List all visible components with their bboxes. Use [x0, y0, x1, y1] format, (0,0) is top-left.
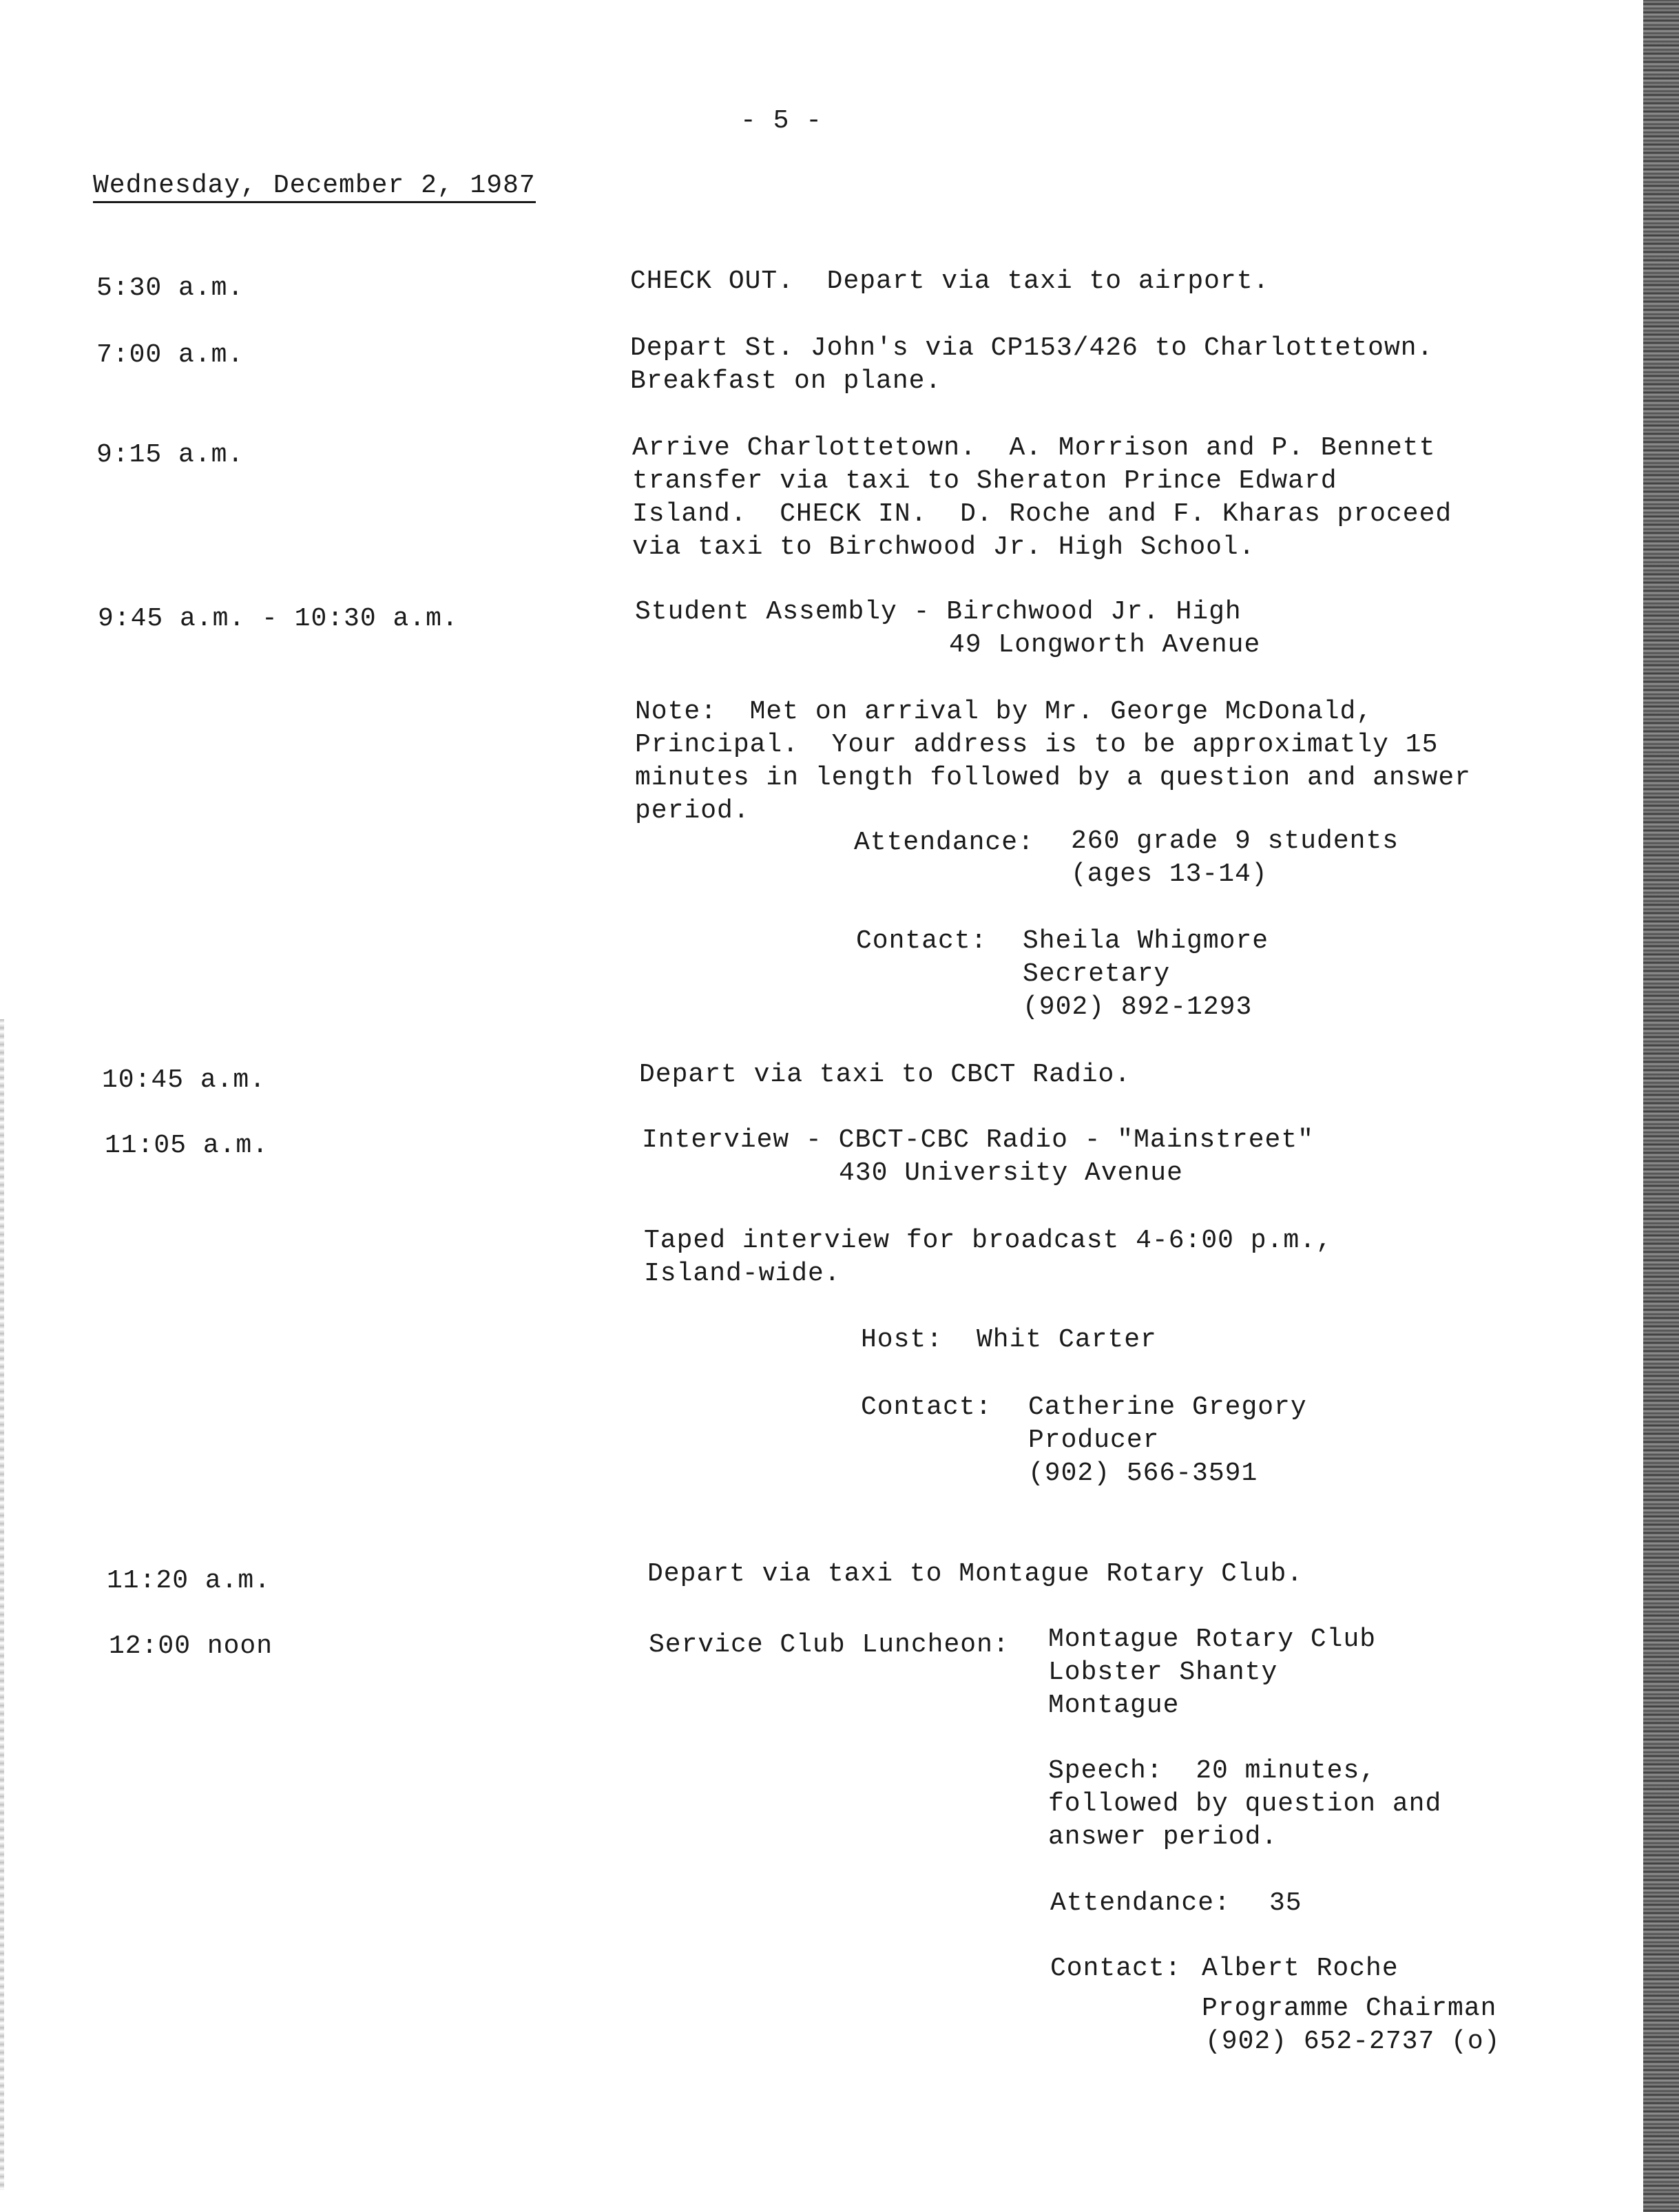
host-value: Whit Carter [977, 1325, 1157, 1355]
note-line: period. [635, 796, 750, 826]
entry-text: Island. CHECK IN. D. Roche and F. Kharas proceed [632, 499, 1452, 529]
attendance-value: 35 [1269, 1888, 1302, 1918]
note-line: Note: Met on arrival by Mr. George McDonald, [635, 697, 1373, 727]
contact-label: Contact: [861, 1392, 992, 1422]
note-line: Island-wide. [644, 1259, 841, 1288]
contact-value: (902) 652-2737 (o) [1205, 2027, 1501, 2056]
entry-text: Depart St. John's via CP153/426 to Charlottetown. [630, 333, 1434, 363]
entry-time: 9:45 a.m. - 10:30 a.m. [98, 604, 459, 634]
entry-text: transfer via taxi to Sheraton Prince Edward [632, 466, 1337, 496]
attendance-label: Attendance: [1050, 1888, 1231, 1918]
note-line: minutes in length followed by a question and answer [635, 763, 1471, 793]
contact-label: Contact: [856, 926, 988, 956]
contact-value: (902) 566-3591 [1028, 1459, 1258, 1488]
entry-text: Arrive Charlottetown. A. Morrison and P. Bennett [632, 433, 1436, 463]
venue-line: Lobster Shanty [1048, 1658, 1278, 1687]
venue-line: Montague [1048, 1691, 1180, 1720]
entry-time: 11:05 a.m. [105, 1131, 269, 1160]
host-label: Host: [861, 1325, 943, 1355]
entry-time: 10:45 a.m. [102, 1065, 267, 1095]
page-number: - 5 - [740, 106, 823, 136]
entry-text: via taxi to Birchwood Jr. High School. [632, 532, 1255, 562]
contact-value: Sheila Whigmore [1023, 926, 1269, 956]
contact-value: Albert Roche [1202, 1954, 1399, 1983]
event-title: Interview - CBCT-CBC Radio - "Mainstreet" [642, 1125, 1314, 1155]
entry-text: CHECK OUT. Depart via taxi to airport. [630, 267, 1270, 296]
entry-time: 12:00 noon [109, 1631, 273, 1661]
attendance-value: 260 grade 9 students [1071, 826, 1399, 856]
scan-edge [1643, 0, 1679, 2212]
speech-line: answer period. [1048, 1822, 1278, 1852]
contact-value: (902) 892-1293 [1023, 992, 1253, 1022]
entry-text: Depart via taxi to CBCT Radio. [639, 1060, 1132, 1089]
venue-line: Montague Rotary Club [1048, 1625, 1377, 1654]
entry-time: 9:15 a.m. [96, 440, 244, 470]
contact-value: Producer [1028, 1426, 1160, 1455]
entry-time: 5:30 a.m. [96, 273, 244, 303]
scan-edge-left [0, 1019, 4, 2190]
event-address: 49 Longworth Avenue [949, 630, 1261, 660]
entry-time: 7:00 a.m. [96, 340, 244, 370]
event-address: 430 University Avenue [839, 1158, 1183, 1188]
speech-line: Speech: 20 minutes, [1048, 1756, 1377, 1786]
date-heading: Wednesday, December 2, 1987 [93, 171, 536, 203]
event-label: Service Club Luncheon: [649, 1630, 1010, 1660]
contact-value: Secretary [1023, 959, 1171, 989]
entry-text: Breakfast on plane. [630, 366, 942, 396]
contact-value: Programme Chairman [1202, 1994, 1497, 2023]
entry-time: 11:20 a.m. [107, 1566, 271, 1596]
attendance-value: (ages 13-14) [1071, 859, 1268, 889]
contact-label: Contact: [1050, 1954, 1182, 1983]
entry-text: Depart via taxi to Montague Rotary Club. [647, 1559, 1304, 1589]
note-line: Principal. Your address is to be approximatly 15 [635, 730, 1439, 760]
contact-value: Catherine Gregory [1028, 1392, 1307, 1422]
speech-line: followed by question and [1048, 1789, 1442, 1819]
attendance-label: Attendance: [854, 828, 1034, 857]
event-title: Student Assembly - Birchwood Jr. High [635, 597, 1242, 627]
note-line: Taped interview for broadcast 4-6:00 p.m., [644, 1226, 1333, 1255]
